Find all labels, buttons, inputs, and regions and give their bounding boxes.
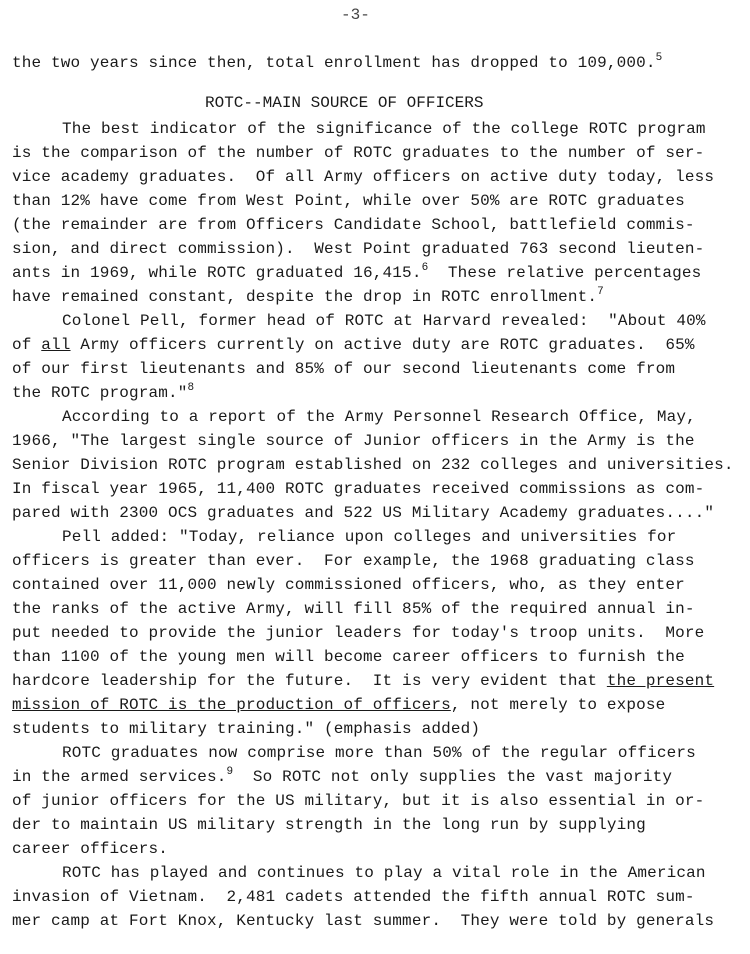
text-segment: mer camp at Fort Knox, Kentucky last summer. They were told by generals — [12, 912, 715, 930]
text-line — [12, 238, 704, 260]
text-line — [12, 838, 168, 860]
text-segment: These relative percentages — [428, 264, 702, 282]
text-segment: the ROTC program." — [12, 384, 188, 402]
text-segment: in the armed services. — [12, 768, 227, 786]
text-line — [12, 598, 695, 620]
text-line — [12, 214, 695, 236]
text-segment: Pell added: "Today, reliance upon colleges and universities for — [62, 528, 677, 546]
text-line — [12, 622, 704, 644]
emphasized-text: mission of ROTC is the production of officers — [12, 696, 451, 714]
text-segment: hardcore leadership for the future. It is very evident that — [12, 672, 607, 690]
footnote-marker: 5 — [655, 52, 663, 64]
text-segment: of our first lieutenants and 85% of our second lieutenants come from — [12, 360, 676, 378]
text-line — [12, 646, 685, 668]
text-segment: contained over 11,000 newly commissioned officers, who, as they enter — [12, 576, 685, 594]
text-line — [12, 718, 480, 740]
text-segment: invasion of Vietnam. 2,481 cadets attended the fifth annual ROTC sum- — [12, 888, 695, 906]
text-line — [12, 358, 675, 380]
text-segment: Senior Division ROTC program established on 232 colleges and universities. — [12, 456, 734, 474]
text-line — [62, 742, 696, 764]
text-segment: Army officers currently on active duty are ROTC graduates. 65% — [70, 336, 695, 354]
text-segment: 1966, "The largest single source of Junior officers in the Army is the — [12, 432, 695, 450]
text-line — [12, 286, 604, 308]
text-segment: put needed to provide the junior leaders for today's troop units. More — [12, 624, 705, 642]
text-segment: the two years since then, total enrollment has dropped to 109,000. — [12, 54, 656, 72]
text-line — [12, 910, 714, 932]
text-segment: ROTC has played and continues to play a vital role in the American — [62, 864, 706, 882]
footnote-marker: 7 — [597, 286, 604, 298]
text-line — [62, 862, 706, 884]
text-line — [12, 430, 695, 452]
text-segment: der to maintain US military strength in the long run by supplying — [12, 816, 646, 834]
section-heading: ROTC--MAIN SOURCE OF OFFICERS — [205, 94, 484, 112]
text-line — [12, 142, 704, 164]
text-segment: So ROTC not only supplies the vast majority — [233, 768, 673, 786]
text-line — [12, 574, 685, 596]
text-line — [12, 694, 665, 716]
text-segment: According to a report of the Army Personnel Research Office, May, — [62, 408, 696, 426]
text-line — [62, 118, 706, 140]
text-line — [12, 478, 704, 500]
text-line — [12, 502, 714, 524]
text-line — [12, 52, 662, 74]
text-line — [12, 550, 695, 572]
text-line — [62, 310, 706, 332]
footnote-marker: 8 — [187, 382, 195, 394]
text-segment: vice academy graduates. Of all Army officers on active duty today, less — [12, 168, 715, 186]
text-segment: Colonel Pell, former head of ROTC at Harvard revealed: "About 40% — [62, 312, 706, 330]
footnote-marker: 9 — [226, 766, 234, 778]
text-segment: , not merely to expose — [450, 696, 666, 714]
text-line — [12, 814, 646, 836]
text-segment: of — [12, 336, 42, 354]
text-line — [62, 526, 676, 548]
text-segment: officers is greater than ever. For example, the 1968 graduating class — [12, 552, 695, 570]
footnote-marker: 6 — [421, 262, 429, 274]
text-segment: have remained constant, despite the drop in ROTC enrollment. — [12, 288, 598, 306]
text-segment: The best indicator of the significance of the college ROTC program — [62, 120, 706, 138]
text-segment: (the remainder are from Officers Candidate School, battlefield commis- — [12, 216, 695, 234]
text-line — [12, 454, 734, 476]
text-segment: students to military training." (emphasis added) — [12, 720, 481, 738]
text-line — [12, 886, 695, 908]
text-segment: ants in 1969, while ROTC graduated 16,415. — [12, 264, 422, 282]
text-segment: career officers. — [12, 840, 169, 858]
text-line — [12, 790, 704, 812]
text-line — [12, 166, 714, 188]
text-line — [12, 190, 685, 212]
text-segment: pared with 2300 OCS graduates and 522 US Military Academy graduates...." — [12, 504, 715, 522]
text-segment: sion, and direct commission). West Point graduated 763 second lieuten- — [12, 240, 705, 258]
text-segment: than 12% have come from West Point, while over 50% are ROTC graduates — [12, 192, 685, 210]
text-line — [12, 670, 714, 692]
text-segment: of junior officers for the US military, but it is also essential in or- — [12, 792, 705, 810]
emphasized-text: all — [41, 336, 71, 354]
text-line — [12, 766, 672, 788]
page-number: -3- — [341, 6, 370, 24]
text-line — [12, 262, 701, 284]
text-line — [62, 406, 696, 428]
text-segment: is the comparison of the number of ROTC graduates to the number of ser- — [12, 144, 705, 162]
text-line — [12, 334, 695, 356]
text-segment: ROTC graduates now comprise more than 50% of the regular officers — [62, 744, 696, 762]
text-segment: In fiscal year 1965, 11,400 ROTC graduates received commissions as com- — [12, 480, 705, 498]
text-segment: the ranks of the active Army, will fill 85% of the required annual in- — [12, 600, 695, 618]
emphasized-text: the present — [606, 672, 715, 690]
text-line — [12, 382, 194, 404]
text-segment: than 1100 of the young men will become career officers to furnish the — [12, 648, 685, 666]
